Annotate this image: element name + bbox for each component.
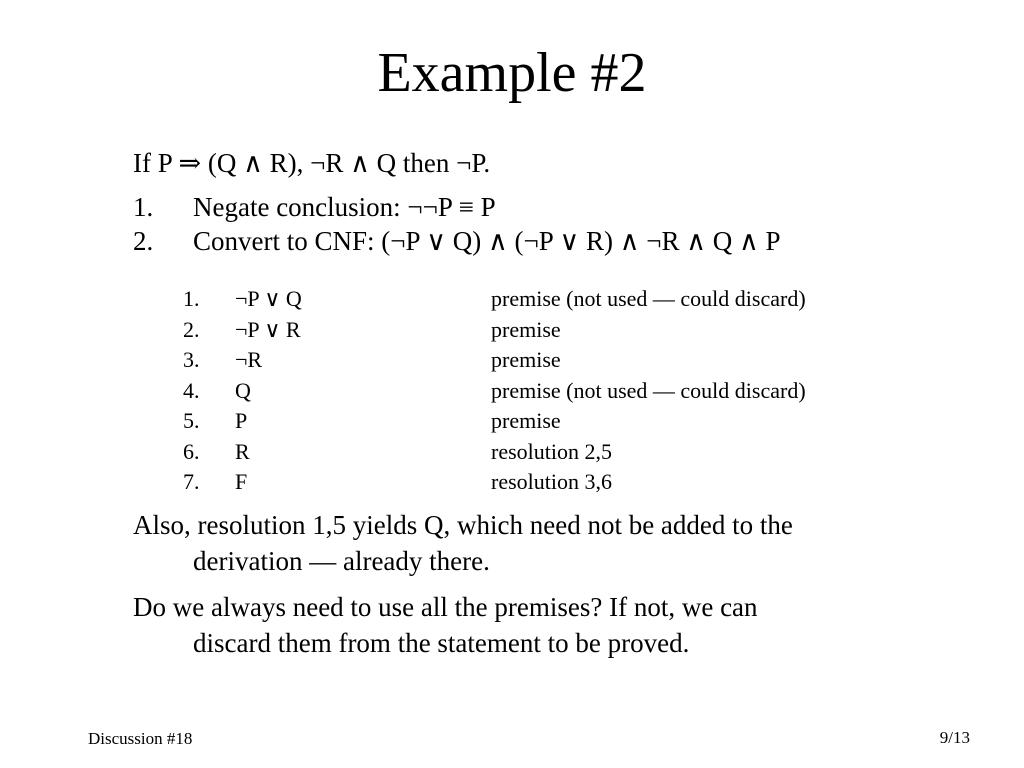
derivation-number: 7. <box>183 469 200 494</box>
derivation-formula: ¬P ∨ Q <box>235 286 302 311</box>
premises-question-paragraph <box>133 589 983 661</box>
resolution-note-paragraph <box>133 507 983 579</box>
derivation-number: 2. <box>183 316 200 342</box>
step-number: 2. <box>133 226 154 256</box>
paragraph-line: discard them from the statement to be proved. <box>193 628 690 658</box>
derivation-reason: resolution 3,6 <box>491 469 612 494</box>
step-item <box>133 224 781 258</box>
derivation-formula: P <box>235 408 248 433</box>
derivation-formula: Q <box>235 377 251 403</box>
derivation-reason: premise <box>491 408 561 433</box>
derivation-number: 6. <box>183 438 200 464</box>
intro-statement: If P ⇒ (Q ∧ R), ¬R ∧ Q then ¬P. <box>133 148 491 178</box>
step-number: 1. <box>133 192 154 222</box>
footer-course-label: Discussion #18 <box>88 729 193 748</box>
step-text: Negate conclusion: ¬¬P ≡ P <box>193 192 496 222</box>
derivation-formula: ¬R <box>235 347 263 372</box>
derivation-number: 3. <box>183 347 200 372</box>
derivation-formula: F <box>235 469 248 494</box>
derivation-reason: premise (not used — could discard) <box>491 286 806 311</box>
paragraph-line: Also, resolution 1,5 yields Q, which need not be added to the <box>133 510 793 540</box>
derivation-formula: ¬P ∨ R <box>235 316 301 342</box>
derivation-reason: premise <box>491 316 561 342</box>
derivation-number: 5. <box>183 408 200 433</box>
paragraph-line: Do we always need to use all the premises? If not, we can <box>133 592 758 622</box>
derivation-reason: resolution 2,5 <box>491 438 612 464</box>
step-text: Convert to CNF: (¬P ∨ Q) ∧ (¬P ∨ R) ∧ ¬R ∧ Q ∧ P <box>193 226 781 256</box>
slide-title: Example #2 <box>377 42 647 104</box>
footer-page-number: 9/13 <box>939 728 970 747</box>
steps-list <box>133 190 781 258</box>
derivation-number: 1. <box>183 286 200 311</box>
derivation-reason: premise <box>491 347 561 372</box>
derivation-formula: R <box>235 438 250 464</box>
derivation-number: 4. <box>183 377 200 403</box>
step-item <box>133 190 781 224</box>
derivation-reason: premise (not used — could discard) <box>491 377 806 403</box>
paragraph-line: derivation — already there. <box>193 546 490 576</box>
